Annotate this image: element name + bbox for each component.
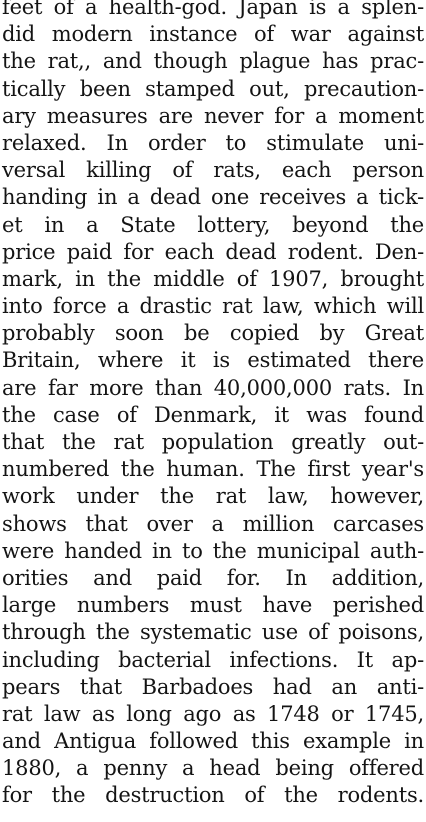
text-line: were handed in to the municipal auth-: [2, 538, 424, 563]
text-line: including bacterial infections. It ap-: [2, 647, 424, 672]
text-line: did modern instance of war against: [2, 22, 424, 47]
text-line: work under the rat law, however,: [2, 484, 424, 509]
text-line: that the rat population greatly out-: [2, 430, 424, 454]
text-line: price paid for each dead rodent. Den-: [2, 239, 424, 264]
text-line: tically been stamped out, precaution-: [2, 76, 424, 101]
text-line: Britain, where it is estimated there: [2, 348, 424, 373]
text-line: ary measures are never for a moment: [2, 103, 424, 128]
text-line: rat law as long ago as 1748 or 1745,: [2, 701, 424, 726]
text-line: versal killing of rats, each person: [2, 158, 424, 183]
text-line: pears that Barbadoes had an anti-: [2, 674, 424, 699]
text-line: large numbers must have perished: [2, 593, 424, 618]
text-line: into force a drastic rat law, which will: [2, 294, 424, 319]
text-line: for the destruction of the rodents.: [2, 783, 424, 808]
text-line: relaxed. In order to stimulate uni-: [2, 130, 424, 155]
text-line: handing in a dead one receives a tick-: [2, 185, 424, 210]
text-line: orities and paid for. In addition,: [2, 565, 424, 590]
text-line: numbered the human. The first year's: [2, 457, 424, 482]
text-line: feet of a health-god. Japan is a splen-: [2, 0, 424, 19]
text-line: the case of Denmark, it was found: [2, 402, 424, 427]
text-line: 1880, a penny a head being offered: [2, 756, 424, 781]
text-line: are far more than 40,000,000 rats. In: [2, 375, 424, 400]
text-line: mark, in the middle of 1907, brought: [2, 266, 424, 291]
text-line: and Antigua followed this example in: [2, 729, 424, 754]
text-line: the rat,, and though plague has prac-: [2, 49, 424, 74]
text-line: shows that over a million carcases: [2, 511, 424, 536]
text-line: probably soon be copied by Great: [2, 321, 424, 346]
text-line: through the systematic use of poisons,: [2, 620, 424, 645]
text-line: et in a State lottery, beyond the: [2, 212, 424, 237]
